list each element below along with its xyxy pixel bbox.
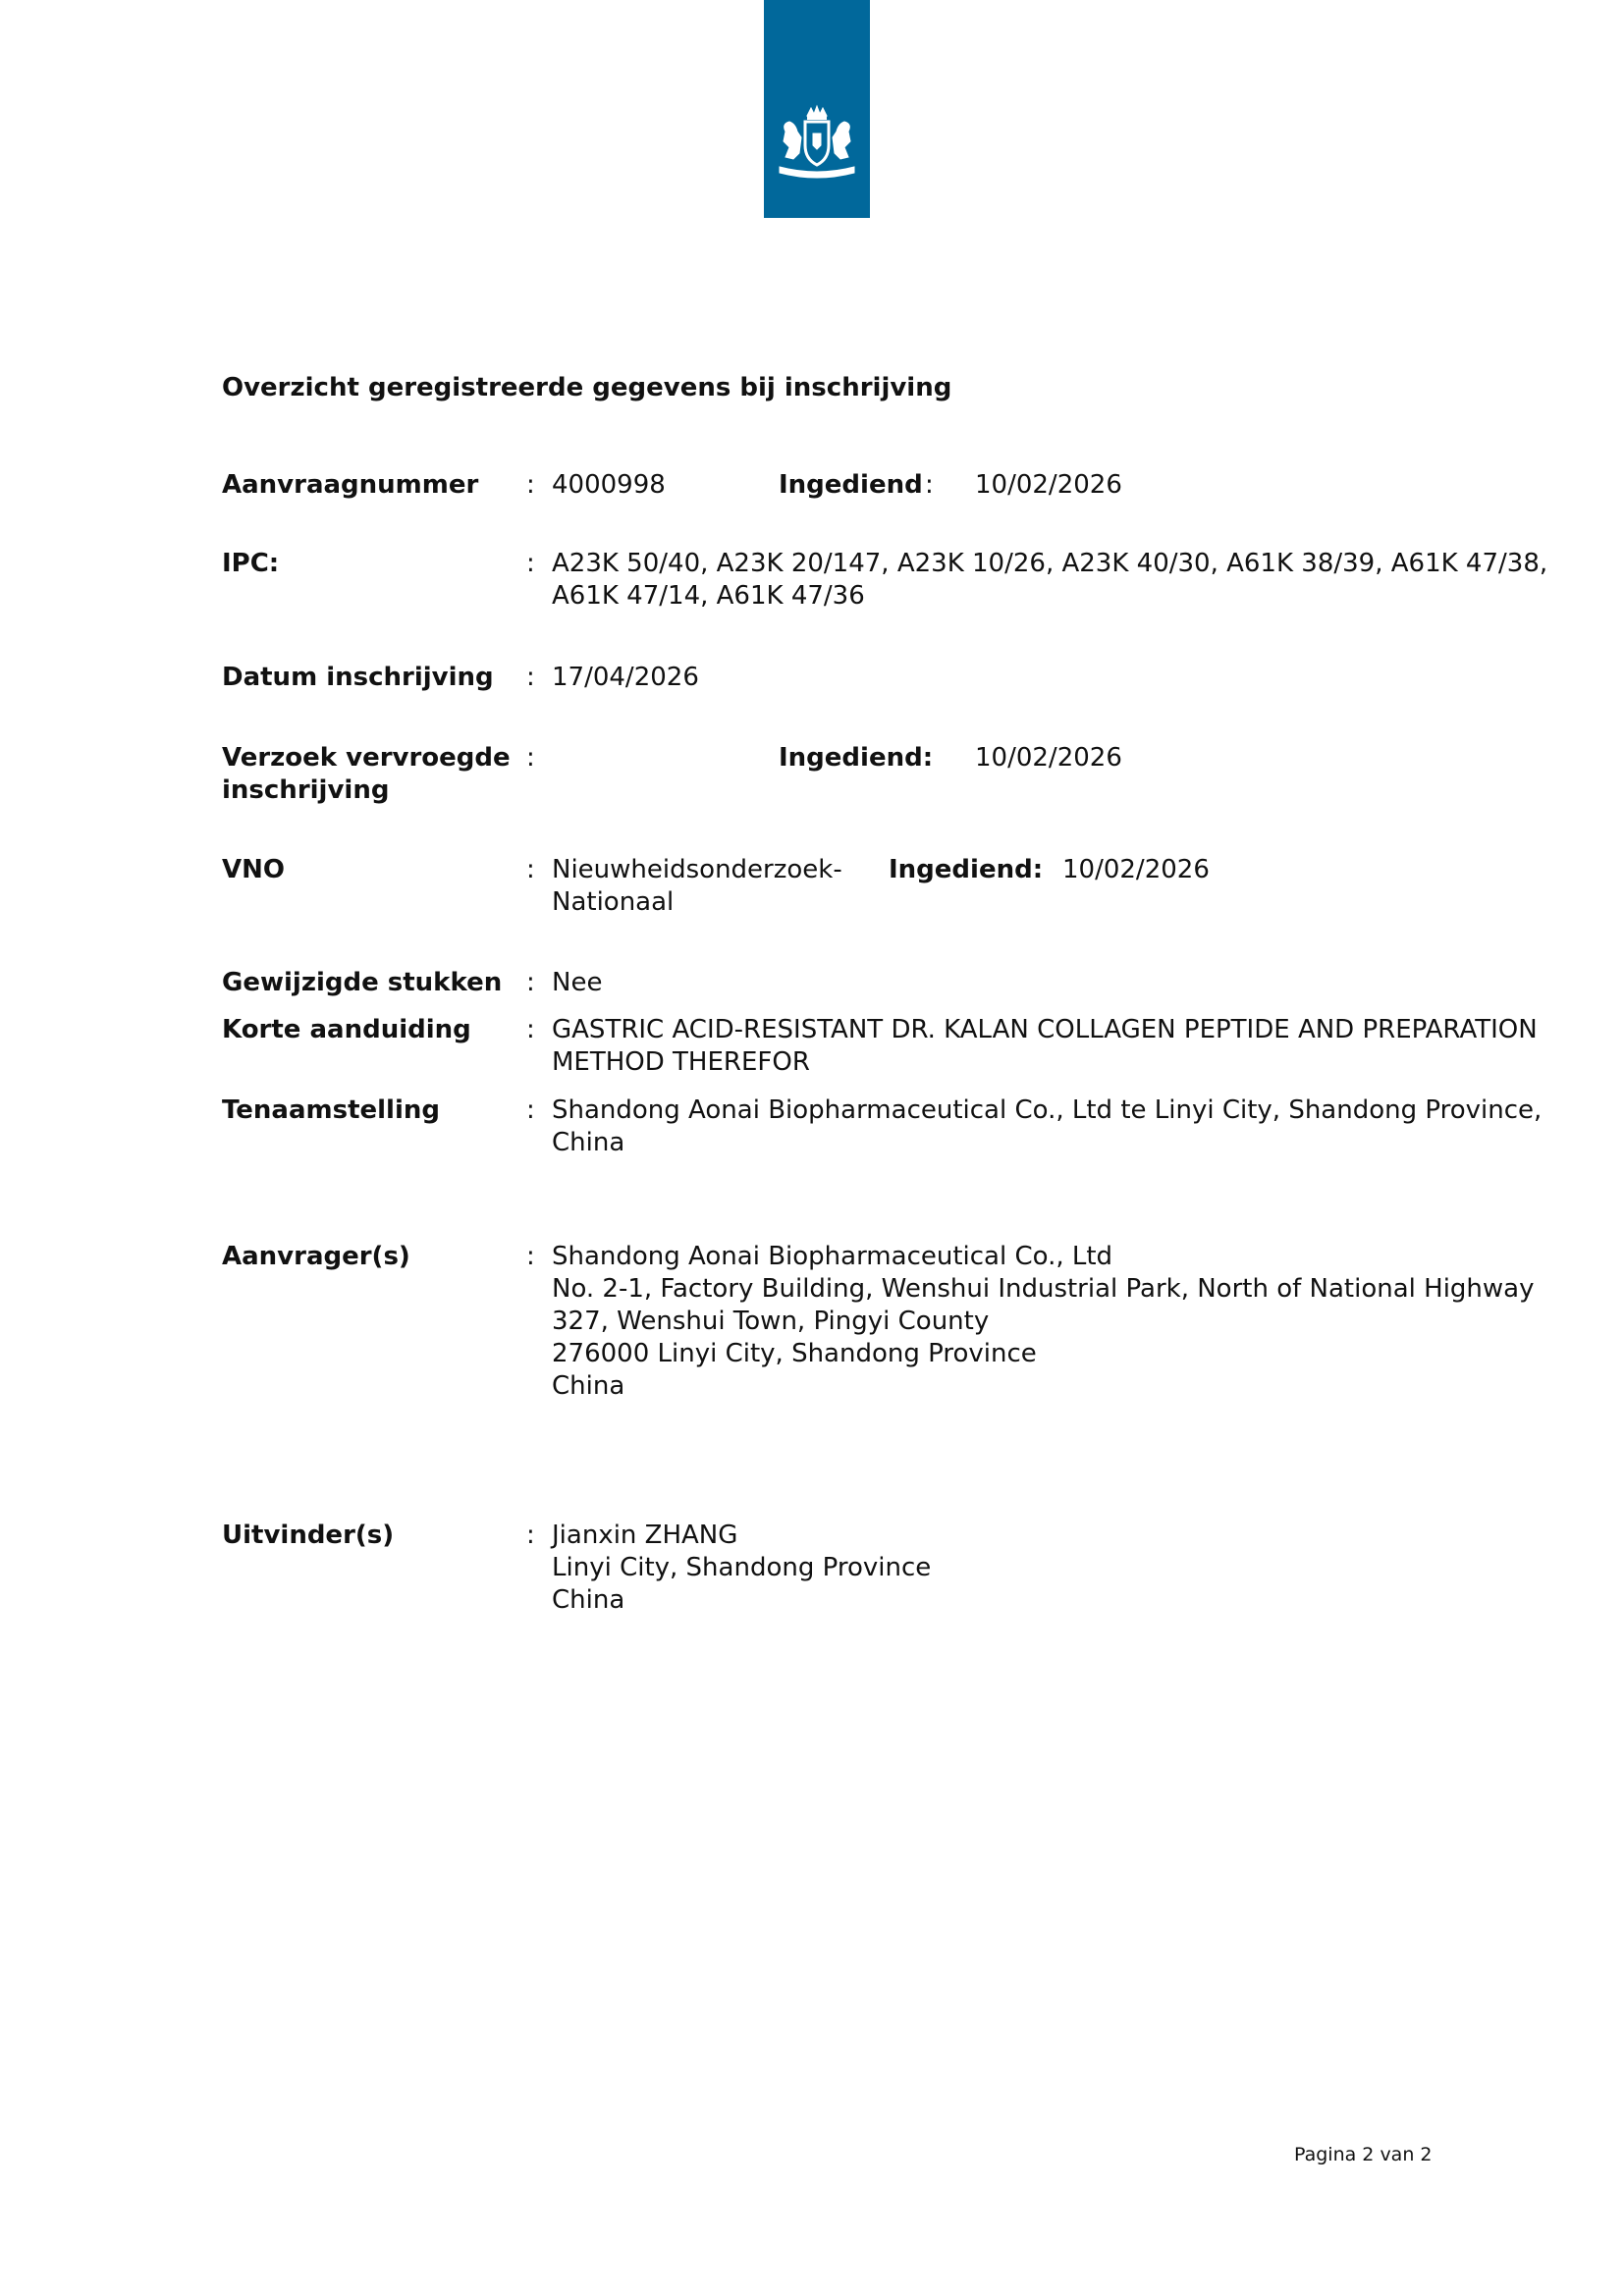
field-colon: : (526, 743, 535, 773)
field-label: Datum inschrijving (222, 663, 494, 692)
field-value (552, 1520, 1624, 1617)
field-value (552, 1014, 1624, 1079)
applicant-line: 276000 Linyi City, Shandong Province (552, 1339, 1037, 1368)
inventor-line: Jianxin ZHANG (552, 1521, 738, 1550)
field-colon: : (526, 1242, 535, 1271)
proprietor-line: Shandong Aonai Biopharmaceutical Co., Ltd te Linyi City, Shandong Province, (552, 1095, 1543, 1125)
ipc-line: A61K 47/14, A61K 47/36 (552, 581, 865, 611)
filed-date: 10/02/2026 (975, 743, 1122, 773)
field-colon: : (526, 1015, 535, 1044)
applicant-line: 327, Wenshui Town, Pingyi County (552, 1307, 990, 1336)
applicant-line: China (552, 1371, 625, 1401)
field-colon: : (526, 470, 535, 500)
registration-date: 17/04/2026 (552, 663, 699, 692)
field-label: VNO (222, 855, 285, 884)
vno-line: Nieuwheidsonderzoek- (552, 855, 842, 884)
page-number: Pagina 2 van 2 (1294, 2144, 1433, 2165)
applicant-line: Shandong Aonai Biopharmaceutical Co., Ltd (552, 1242, 1113, 1271)
field-label: Tenaamstelling (222, 1095, 441, 1125)
field-value (552, 1095, 1624, 1159)
field-value (552, 1241, 1624, 1403)
applicant-line: No. 2-1, Factory Building, Wenshui Industrial Park, North of National Highway (552, 1274, 1535, 1304)
field-value (552, 548, 1624, 613)
field-value (552, 967, 1624, 999)
field-colon: : (526, 855, 535, 884)
field-colon: : (526, 663, 535, 692)
proprietor-line: China (552, 1128, 625, 1157)
filed-label: Ingediend (779, 470, 923, 500)
field-label: IPC: (222, 549, 280, 578)
filed-date: 10/02/2026 (975, 470, 1122, 500)
field-colon: : (526, 968, 535, 997)
field-colon: : (526, 1095, 535, 1125)
application-number: 4000998 (552, 470, 666, 500)
field-label: Gewijzigde stukken (222, 968, 503, 997)
field-label: Aanvraagnummer (222, 470, 479, 500)
amended-documents: Nee (552, 968, 603, 997)
filed-separator: : (925, 470, 934, 500)
inventor-line: Linyi City, Shandong Province (552, 1553, 932, 1582)
filed-label: Ingediend: (779, 743, 934, 773)
field-label: Aanvrager(s) (222, 1242, 410, 1271)
filed-label: Ingediend: (889, 855, 1044, 884)
title-line: METHOD THEREFOR (552, 1047, 810, 1077)
title-line: GASTRIC ACID-RESISTANT DR. KALAN COLLAGEN PEPTIDE AND PREPARATION (552, 1015, 1538, 1044)
filed-date: 10/02/2026 (1062, 855, 1210, 884)
field-label-line: Verzoek vervroegde (222, 743, 511, 773)
vno-line: Nationaal (552, 887, 675, 917)
page-title: Overzicht geregistreerde gegevens bij inschrijving (222, 373, 952, 402)
field-label: Korte aanduiding (222, 1015, 471, 1044)
inventor-line: China (552, 1585, 625, 1615)
ipc-line: A23K 50/40, A23K 20/147, A23K 10/26, A23K 40/30, A61K 38/39, A61K 47/38, (552, 549, 1548, 578)
field-label: Uitvinder(s) (222, 1521, 395, 1550)
field-colon: : (526, 1521, 535, 1550)
logo-band (764, 0, 870, 218)
field-colon: : (526, 549, 535, 578)
coat-of-arms-icon (772, 102, 862, 192)
field-value (552, 662, 1624, 694)
field-label (222, 742, 516, 807)
field-label-line: inschrijving (222, 775, 390, 805)
